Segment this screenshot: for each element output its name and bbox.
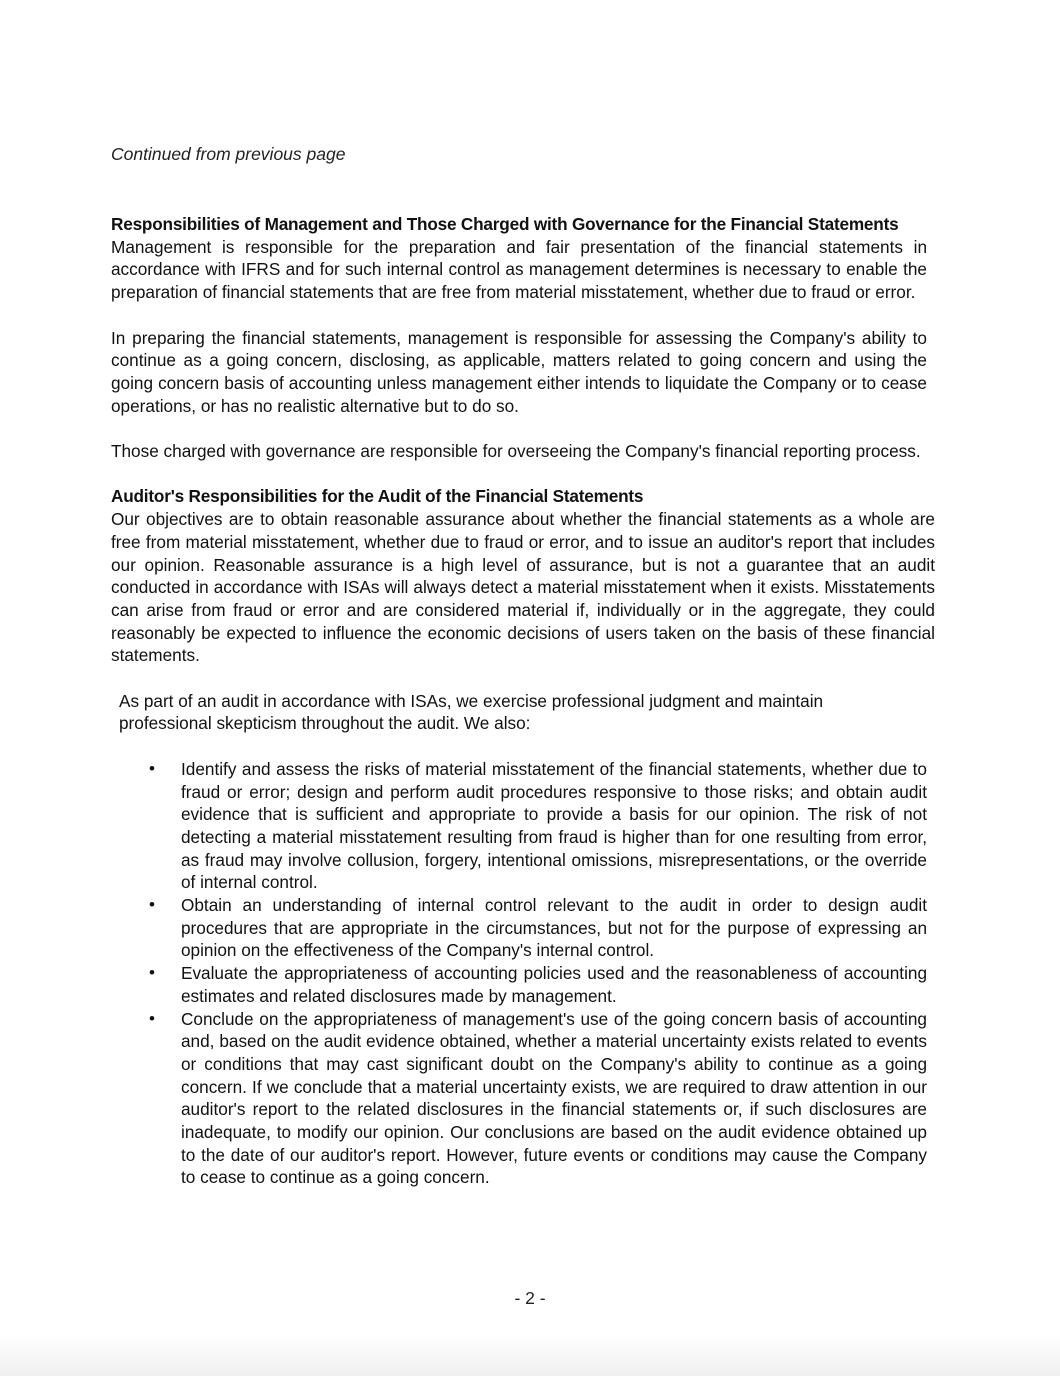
paragraph-auditor-objectives: Our objectives are to obtain reasonable assurance about whether the financial statements as a whole are free from material misstatement, whether due to fraud or error, and to issue an auditor's report that includes our opinion. Reasonable assurance is a high level of assurance, but is not a guarantee that an audit conducted in accordance with ISAs will always detect a material misstatement when it exists. Misstatements can arise from fraud or error and are considered material if, individually or in the aggregate, they could reasonably be expected to influence the economic decisions of users taken on the basis of these financial statements. — [111, 509, 935, 666]
paragraph-governance: Those charged with governance are responsible for overseeing the Company's financial reporting process. — [111, 441, 921, 461]
list-item — [149, 758, 927, 894]
spacer — [111, 463, 927, 486]
continued-label: Continued from previous page — [111, 144, 346, 164]
spacer — [111, 735, 927, 758]
list-item-text: Identify and assess the risks of material misstatement of the financial statements, whether due to fraud or error; design and perform audit procedures responsive to those risks; and obtain audit evidence that is sufficient and appropriate to provide a basis for our opinion. The risk of not detecting a material misstatement resulting from fraud is higher than for one resulting from error, as fraud may involve collusion, forgery, intentional omissions, misrepresentations, or the override of internal control. — [181, 758, 927, 893]
list-item — [149, 1008, 927, 1190]
bullet-icon: • — [149, 895, 155, 915]
paragraph-audit-intro: As part of an audit in accordance with ISAs, we exercise professional judgment and maintain professional skepticism throughout the audit. We also: — [119, 690, 824, 734]
list-item — [149, 894, 927, 962]
list-item-text: Obtain an understanding of internal control relevant to the audit in order to design audit procedures that are appropriate in the circumstances, but not for the purpose of expressing an opinion on the effectiveness of the Company's internal control. — [181, 895, 927, 961]
list-item — [149, 962, 927, 1007]
spacer — [111, 667, 927, 690]
spacer — [111, 304, 927, 327]
audit-procedures-list — [149, 758, 927, 1189]
page-edge-shadow — [0, 1336, 1060, 1376]
list-item-text: Evaluate the appropriateness of accounting policies used and the reasonableness of accounting estimates and related disclosures made by management. — [181, 963, 927, 1006]
paragraph-going-concern: In preparing the financial statements, management is responsible for assessing the Company's ability to continue as a going concern, disclosing, as applicable, matters related to going concern and using the going concern basis of accounting unless management either intends to liquidate the Company or to cease operations, or has no realistic alternative but to do so. — [111, 327, 927, 416]
page-number: - 2 - — [514, 1288, 546, 1308]
spacer — [111, 417, 927, 440]
document-body — [111, 213, 935, 1189]
list-item-text: Conclude on the appropriateness of management's use of the going concern basis of accounting and, based on the audit evidence obtained, whether a material uncertainty exists related to events or conditions that may cast significant doubt on the Company's ability to continue as a going concern. If we conclude that a material uncertainty exists, we are required to draw attention in our auditor's report to the related disclosures in the financial statements or, if such disclosures are inadequate, to modify our opinion. Our conclusions are based on the audit evidence obtained up to the date of our auditor's report. However, future events or conditions may cause the Company to cease to continue as a going concern. — [181, 1008, 927, 1188]
bullet-icon: • — [149, 963, 155, 983]
bullet-icon: • — [149, 758, 155, 778]
paragraph-management-responsibility: Management is responsible for the preparation and fair presentation of the financial statements in accordance with IFRS and for such internal control as management determines is necessary to enable the preparation of financial statements that are free from material misstatement, whether due to fraud or error. — [111, 236, 927, 303]
section-heading-auditor: Auditor's Responsibilities for the Audit of the Financial Statements — [111, 486, 644, 507]
bullet-icon: • — [149, 1008, 155, 1028]
section-heading-management: Responsibilities of Management and Those Charged with Governance for the Financial Statements — [111, 214, 899, 234]
